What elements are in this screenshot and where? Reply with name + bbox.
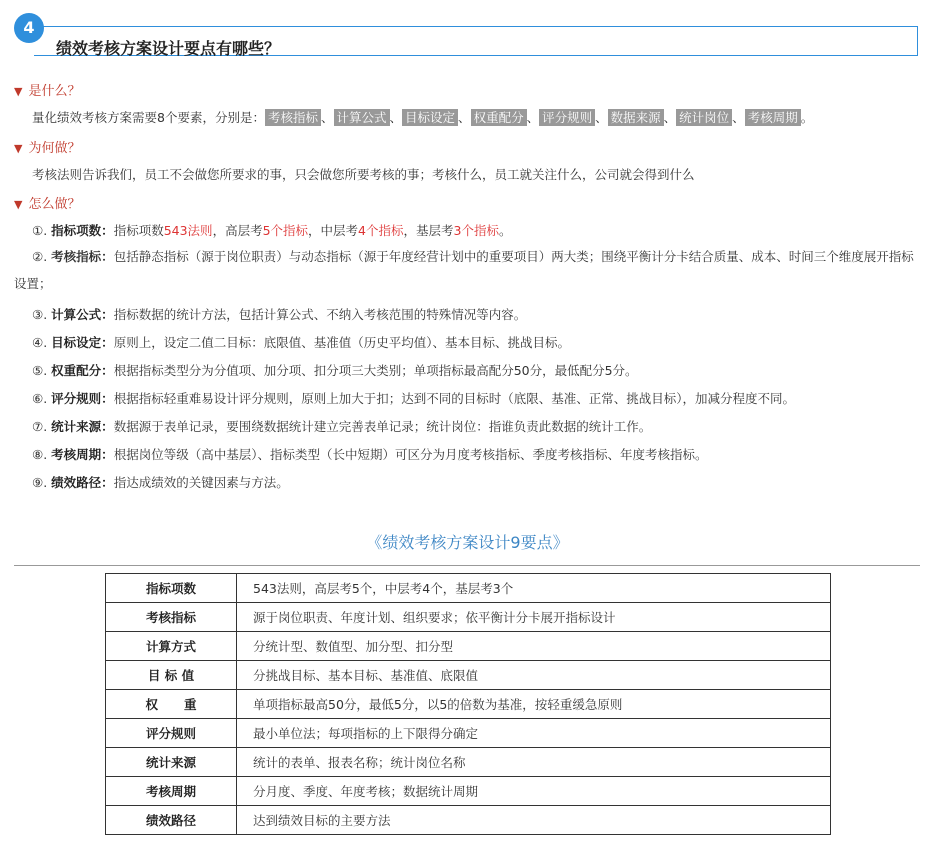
how-item-5 (32, 361, 638, 379)
item-key: 考核指标： (51, 249, 114, 264)
row-value: 分月度、季度、年度考核；数据统计周期 (237, 777, 831, 806)
section-number-badge: 4 (14, 13, 44, 43)
tag-list (265, 109, 813, 126)
highlight-text: 5个指标 (262, 223, 309, 238)
item-key: 目标设定： (51, 335, 114, 350)
row-key: 统计来源 (106, 748, 237, 777)
tag-chip: 目标设定 (402, 109, 458, 126)
row-key: 目 标 值 (106, 661, 237, 690)
highlight-text: 543法则 (163, 223, 213, 238)
table-caption: 《绩效考核方案设计9要点》 (366, 533, 569, 552)
tag-chip: 统计岗位 (676, 109, 732, 126)
row-key: 考核指标 (106, 603, 237, 632)
heading-text: 是什么？ (28, 84, 81, 99)
heading-text: 怎么做？ (28, 197, 81, 212)
section-heading-how (14, 193, 80, 212)
item-text: 指标数据的统计方法，包括计算公式、不纳入考核范围的特殊情况等内容。 (113, 307, 527, 322)
row-value: 达到绩效目标的主要方法 (237, 806, 831, 835)
row-value: 最小单位法；每项指标的上下限得分确定 (237, 719, 831, 748)
item-text: 原则上，设定二值二目标：底限值、基准值（历史平均值）、基本目标、挑战目标。 (113, 335, 570, 350)
tag-separator: 、 (458, 110, 471, 125)
divider (14, 565, 920, 566)
item-key: 权重配分： (51, 363, 114, 378)
item-key: 计算公式： (51, 307, 114, 322)
table-row (106, 748, 831, 777)
page-title: 绩效考核方案设计要点有哪些？ (56, 39, 281, 58)
tag-separator: 、 (389, 110, 403, 125)
highlight-text: 4个指标 (358, 223, 404, 238)
tag-separator: 、 (663, 110, 677, 125)
item-number: ⑤. (32, 363, 48, 378)
table-row (106, 719, 831, 748)
row-value: 分挑战目标、基本目标、基准值、底限值 (237, 661, 831, 690)
row-value: 单项指标最高50分，最低5分，以5的倍数为基准，按轻重缓急原则 (237, 690, 831, 719)
triangle-down-icon: ▼ (14, 142, 23, 155)
item-number: ⑧. (32, 447, 48, 462)
how-item-3 (32, 305, 526, 323)
tag-chip: 数据来源 (608, 109, 664, 126)
tag-separator: 、 (320, 110, 334, 125)
section-heading-why (14, 137, 80, 156)
tag-separator: 、 (526, 110, 540, 125)
item-key: 考核周期： (51, 447, 114, 462)
tag-chip: 考核周期 (745, 109, 801, 126)
tag-chip: 计算公式 (334, 109, 390, 126)
why-paragraph: 考核法则告诉我们，员工不会做您所要求的事，只会做您所要考核的事；考核什么，员工就关注什么，公司就会得到什么 (32, 167, 695, 182)
how-item-6 (32, 389, 795, 407)
item-number: ⑥. (32, 391, 48, 406)
tag-separator: 、 (732, 110, 745, 125)
table-row (106, 632, 831, 661)
row-value: 源于岗位职责、年度计划、组织要求；依平衡计分卡展开指标设计 (237, 603, 831, 632)
tag-chip: 考核指标 (265, 109, 321, 126)
item-text-part: 指标项数 (113, 223, 164, 238)
item-text: 包括静态指标（源于岗位职责）与动态指标（源于年度经营计划中的重要项目）两大类；围绕平衡计分卡结合质量、成本、时间三个维度展开指标设置； (14, 249, 914, 291)
item-number: ⑨. (32, 475, 48, 490)
how-item-1 (32, 221, 511, 239)
item-text: 根据指标轻重难易设计评分规则，原则上加大于扣；达到不同的目标时（底限、基准、正常、挑战目标），加减分程度不同。 (113, 391, 795, 406)
item-number: ③. (32, 307, 48, 322)
tag-separator: 、 (595, 110, 608, 125)
item-text-part: ，中层考 (308, 223, 359, 238)
item-text-part: ，基层考 (403, 223, 454, 238)
row-value: 分统计型、数值型、加分型、扣分型 (237, 632, 831, 661)
tag-chip: 评分规则 (539, 109, 595, 126)
item-key: 绩效路径： (51, 475, 114, 490)
how-item-4 (32, 333, 570, 351)
row-key: 评分规则 (106, 719, 237, 748)
table-row (106, 777, 831, 806)
how-item-2 (14, 243, 920, 297)
tag-separator: 。 (800, 110, 814, 125)
what-intro-text: 量化绩效考核方案需要8个要素，分别是： (32, 110, 265, 125)
item-number: ①. (32, 223, 48, 238)
row-key: 考核周期 (106, 777, 237, 806)
summary-table (105, 573, 831, 835)
row-key: 指标项数 (106, 574, 237, 603)
row-value: 543法则，高层考5个，中层考4个，基层考3个 (237, 574, 831, 603)
row-key: 计算方式 (106, 632, 237, 661)
section-heading-what (14, 80, 80, 99)
item-text: 数据源于表单记录，要围绕数据统计建立完善表单记录；统计岗位：指谁负责此数据的统计工作。 (113, 419, 652, 434)
how-item-9 (32, 473, 289, 491)
item-text: 根据岗位等级（高中基层）、指标类型（长中短期）可区分为月度考核指标、季度考核指标、年度考核指标。 (113, 447, 708, 462)
item-key: 评分规则： (51, 391, 114, 406)
table-row (106, 690, 831, 719)
how-item-8 (32, 445, 707, 463)
table-row (106, 661, 831, 690)
table-row (106, 603, 831, 632)
heading-text: 为何做？ (28, 141, 81, 156)
item-key: 统计来源： (51, 419, 114, 434)
triangle-down-icon: ▼ (14, 198, 23, 211)
item-number: ⑦. (32, 419, 48, 434)
row-key: 权 重 (106, 690, 237, 719)
row-key: 绩效路径 (106, 806, 237, 835)
how-item-7 (32, 417, 651, 435)
item-number: ④. (32, 335, 48, 350)
row-value: 统计的表单、报表名称；统计岗位名称 (237, 748, 831, 777)
item-number: ②. (32, 249, 48, 264)
highlight-text: 3个指标 (453, 223, 499, 238)
table-row (106, 806, 831, 835)
item-text-part: 。 (498, 223, 512, 238)
triangle-down-icon: ▼ (14, 85, 23, 98)
item-text: 根据指标类型分为分值项、加分项、扣分项三大类别；单项指标最高配分50分，最低配分5分。 (113, 363, 638, 378)
tag-chip: 权重配分 (471, 109, 527, 126)
item-text: 指达成绩效的关键因素与方法。 (113, 475, 289, 490)
item-text (114, 223, 512, 238)
item-key: 指标项数： (51, 223, 114, 238)
what-paragraph (32, 108, 813, 126)
item-text-part: ，高层考 (212, 223, 263, 238)
table-row (106, 574, 831, 603)
